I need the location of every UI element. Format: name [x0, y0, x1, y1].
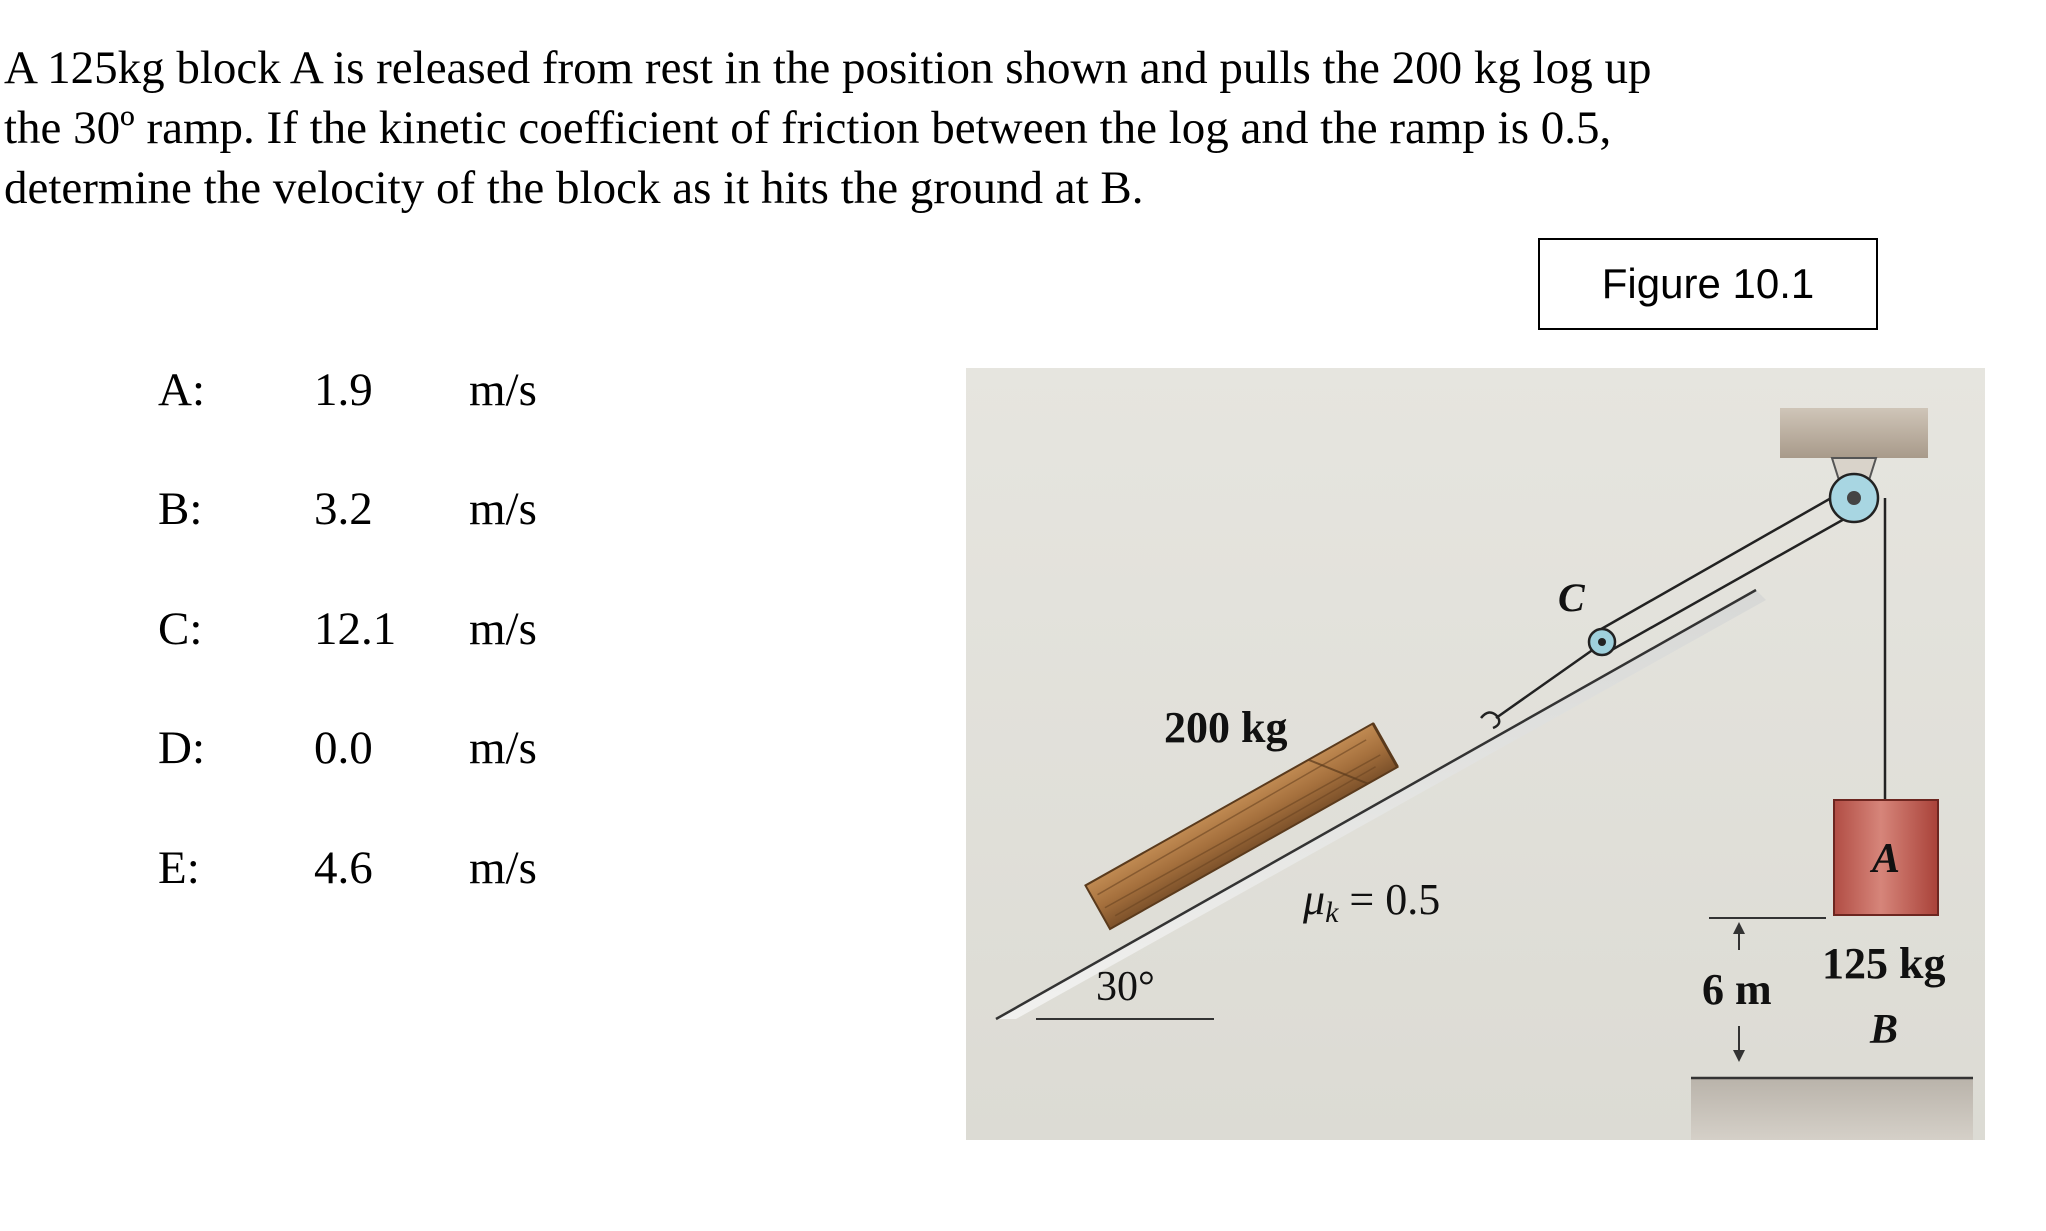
ramp-pulley-diagram [966, 368, 1985, 1140]
ceiling-support [1780, 408, 1928, 458]
ground-b [1691, 1078, 1973, 1140]
friction-value: = 0.5 [1338, 875, 1441, 924]
choice-value: 3.2 [314, 483, 373, 535]
choice-unit: m/s [469, 842, 537, 894]
choice-e[interactable] [158, 838, 618, 898]
figure-caption: Figure 10.1 [1538, 238, 1878, 330]
choice-c[interactable] [158, 599, 618, 659]
angle-label: 30° [1096, 964, 1155, 1010]
choice-letter: D: [158, 722, 205, 774]
choice-unit: m/s [469, 722, 537, 774]
friction-label [1302, 875, 1440, 929]
choice-unit: m/s [469, 483, 537, 535]
choice-value: 1.9 [314, 364, 373, 416]
problem-line-1: A 125kg block A is released from rest in the position shown and pulls the 200 kg log up [4, 42, 1652, 94]
problem-statement [4, 38, 1884, 218]
log-mass-label: 200 kg [1164, 703, 1288, 752]
choice-value: 12.1 [314, 603, 397, 655]
choice-letter: A: [158, 364, 205, 416]
block-a-label: A [1872, 836, 1901, 882]
choice-value: 0.0 [314, 722, 373, 774]
choice-a[interactable] [158, 360, 618, 420]
choice-letter: B: [158, 483, 203, 535]
height-label: 6 m [1702, 965, 1772, 1014]
block-mass-label: 125 kg [1822, 939, 1946, 988]
choice-d[interactable] [158, 718, 618, 778]
choice-letter: C: [158, 603, 203, 655]
choice-b[interactable] [158, 479, 618, 539]
choice-letter: E: [158, 842, 200, 894]
choice-value: 4.6 [314, 842, 373, 894]
choice-unit: m/s [469, 364, 537, 416]
friction-symbol: μ [1303, 875, 1326, 924]
ground-b-label: B [1870, 1007, 1899, 1053]
friction-subscript: k [1325, 896, 1339, 929]
top-pulley [1830, 474, 1878, 522]
choice-unit: m/s [469, 603, 537, 655]
problem-line-3: determine the velocity of the block as it hits the ground at B. [4, 162, 1144, 214]
problem-line-2: the 30º ramp. If the kinetic coefficient of friction between the log and the ramp is 0.5, [4, 102, 1612, 154]
pulley-c [1589, 629, 1615, 655]
pulley-c-label: C [1558, 575, 1585, 620]
